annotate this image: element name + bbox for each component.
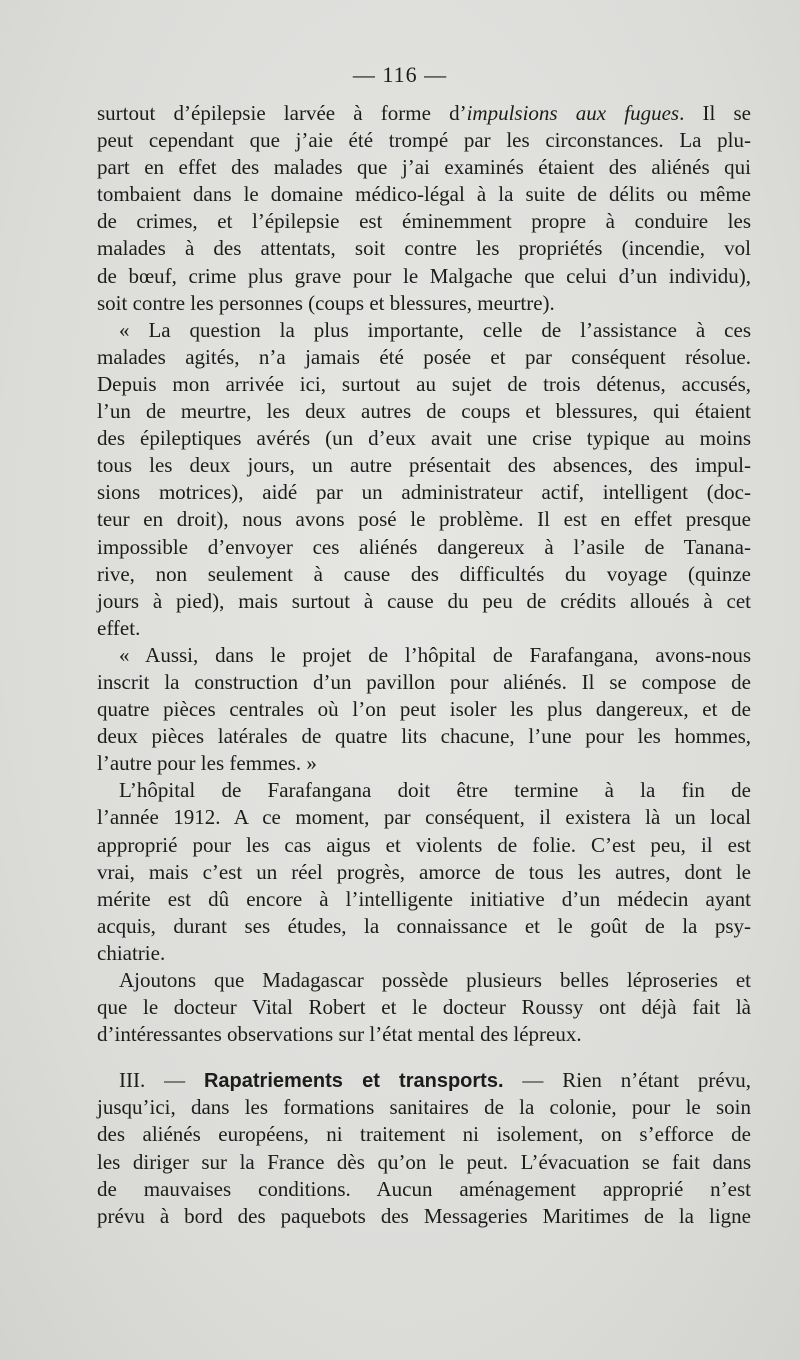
text-line: tombaient dans le domaine médico-légal à la suite de délits ou même — [97, 182, 751, 207]
text-line: effet. — [97, 615, 141, 640]
text-line: L’hôpital de Farafangana doit être termine à la fin de — [119, 778, 751, 803]
text-line: « La question la plus importante, celle de l’assistance à ces — [119, 317, 751, 342]
text-line: vrai, mais c’est un réel progrès, amorce de tous les autres, dont le — [97, 859, 751, 884]
text-line: que le docteur Vital Robert et le docteur Roussy ont déjà fait là — [97, 995, 751, 1020]
text-line: approprié pour les cas aigus et violents de folie. C’est peu, il est — [97, 832, 751, 857]
text-line: tous les deux jours, un autre présentait des absences, des impul- — [97, 453, 751, 478]
page-number: — 116 — — [352, 62, 448, 87]
text-line: rive, non seulement à cause des difficultés du voyage (quinze — [97, 561, 751, 586]
section-heading-line: III. — Rapatriements et transports. — Rien n’étant prévu, — [119, 1068, 751, 1093]
text-line: malades à des attentats, soit contre les propriétés (incendie, vol — [97, 236, 751, 261]
text-line: sions motrices), aidé par un administrateur actif, intelligent (doc- — [97, 480, 751, 505]
text-line: l’autre pour les femmes. » — [97, 751, 317, 776]
body-text — [97, 100, 751, 1230]
text-line: jusqu’ici, dans les formations sanitaires de la colonie, pour le soin — [97, 1095, 751, 1120]
text-line: d’intéressantes observations sur l’état mental des lépreux. — [97, 1022, 582, 1047]
text-line: des aliénés européens, ni traitement ni isolement, on s’efforce de — [97, 1122, 751, 1147]
text-line: chiatrie. — [97, 940, 166, 965]
text-line: de mauvaises conditions. Aucun aménagement approprié n’est — [97, 1176, 751, 1201]
text-line: l’année 1912. A ce moment, par conséquent, il existera là un local — [97, 805, 751, 830]
text-line: soit contre les personnes (coups et blessures, meurtre). — [97, 290, 555, 315]
text-line: de crimes, et l’épilepsie est éminemment propre à conduire les — [97, 209, 751, 234]
text-line: Ajoutons que Madagascar possède plusieurs belles léproseries et — [119, 968, 751, 992]
text-line: deux pièces latérales de quatre lits chacune, l’une pour les hommes, — [97, 724, 751, 749]
text-line: malades agités, n’a jamais été posée et par conséquent résolue. — [97, 344, 751, 369]
text-line: les diriger sur la France dès qu’on le peut. L’évacuation se fait dans — [97, 1149, 751, 1174]
text-line: part en effet des malades que j’ai examinés étaient des aliénés qui — [97, 155, 751, 180]
text-line: acquis, durant ses études, la connaissance et le goût de la psy- — [97, 913, 751, 938]
text-line: prévu à bord des paquebots des Messageries Maritimes de la ligne — [97, 1203, 751, 1228]
text-line: des épileptiques avérés (un d’eux avait une crise typique au moins — [97, 426, 751, 451]
text-line: peut cependant que j’aie été trompé par les circonstances. La plu- — [97, 128, 751, 153]
text-line: teur en droit), nous avons posé le problème. Il est en effet presque — [97, 507, 751, 532]
text-line: impossible d’envoyer ces aliénés dangereux à l’asile de Tanana- — [97, 534, 751, 559]
emphasis: impulsions aux fugues — [466, 101, 680, 125]
text-line: quatre pièces centrales où l’on peut isoler les plus dangereux, et de — [97, 697, 751, 722]
text-line: inscrit la construction d’un pavillon pour aliénés. Il se compose de — [97, 669, 751, 694]
text-line: « Aussi, dans le projet de l’hôpital de Farafangana, avons-nous — [119, 642, 751, 667]
text-line: jours à pied), mais surtout à cause du peu de crédits alloués à cet — [97, 588, 751, 613]
text-line: de bœuf, crime plus grave pour le Malgache que celui d’un individu), — [97, 263, 751, 288]
text-line: Depuis mon arrivée ici, surtout au sujet de trois détenus, accusés, — [97, 371, 751, 396]
text-line: surtout d’épilepsie larvée à forme d’impulsions aux fugues. Il se — [97, 101, 751, 125]
section-heading: Rapatriements et transports. — [203, 1070, 504, 1093]
text-line: mérite est dû encore à l’intelligente initiative d’un médecin ayant — [97, 886, 751, 911]
text-line: l’un de meurtre, les deux autres de coups et blessures, qui étaient — [97, 399, 751, 424]
